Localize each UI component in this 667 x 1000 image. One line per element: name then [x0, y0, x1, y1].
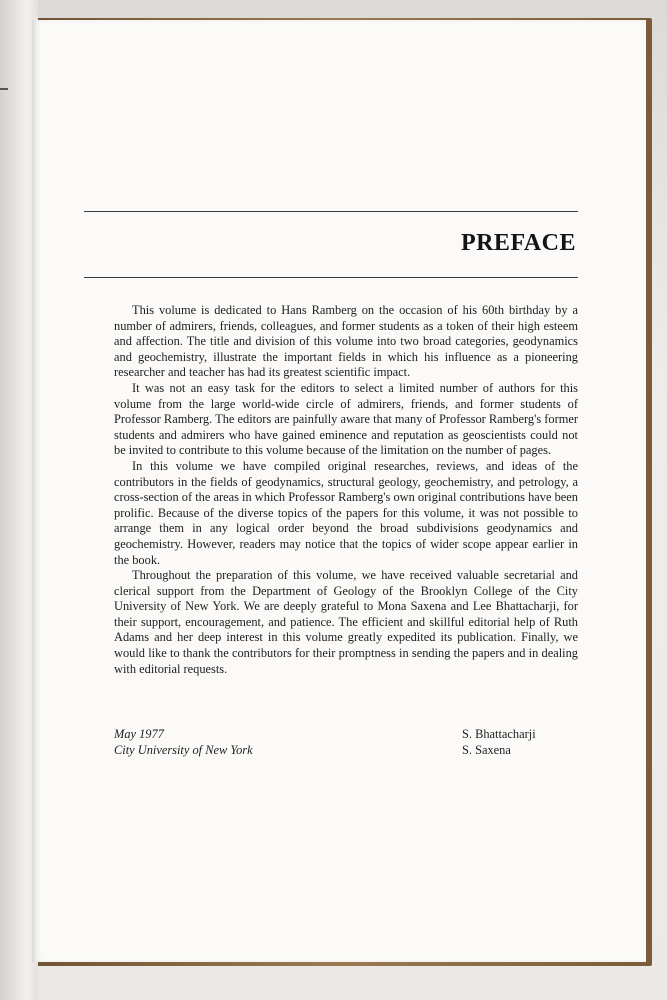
- preface-body: [114, 303, 578, 677]
- facing-page-mark: [0, 88, 8, 90]
- signatory-1: S. Bhattacharji: [462, 727, 536, 741]
- signatory-2: S. Saxena: [462, 742, 511, 757]
- date: May 1977: [114, 727, 164, 741]
- paragraph-3: In this volume we have compiled original researches, reviews, and ideas of the contributors in the fields of geodynamics, structural geology, geochemistry, and petrology, a cross-section of the areas in which Professor Ramberg's own original contributions have been prolific. Because of the diverse topics of the papers for this volume, it was not possible to arrange them in any logical order beyond the broad subdivisions geodynamics and geochemistry. However, readers may notice that the topics of wider scope appear earlier in the book.: [114, 458, 578, 567]
- date-location: [114, 727, 253, 758]
- preface-page: [32, 20, 646, 962]
- signatures: [462, 727, 536, 758]
- paragraph-1: This volume is dedicated to Hans Ramberg on the occasion of his 60th birthday by a number of admirers, friends, colleagues, and former students as a token of their high esteem and affection. The title and division of this volume into two broad categories, geodynamics and geochemistry, illustrate the important fields in which his influence as a pioneering researcher and teacher has had its greatest scientific impact.: [114, 303, 578, 380]
- page-title: PREFACE: [460, 230, 576, 256]
- paragraph-4: Throughout the preparation of this volume, we have received valuable secretarial and clerical support from the Department of Geology of the Brooklyn College of the City University of New York. We are deeply grateful to Mona Saxena and Lee Bhattacharji, for their support, encouragement, and patience. The efficient and skillful editorial help of Ruth Adams and her deep interest in this volume greatly expedited its publication. Finally, we would like to thank the contributors for their promptness in sending the papers and in dealing with editorial requests.: [114, 568, 578, 676]
- institution: City University of New York: [114, 742, 253, 757]
- top-rule: [84, 211, 578, 212]
- paragraph-2: It was not an easy task for the editors to select a limited number of authors for this volume from the large world-wide circle of admirers, friends, and former students of Professor Ramberg. The editors are painfully aware that many of Professor Ramberg's former students and admirers who have gained eminence and reputation as geoscientists could not be invited to contribute to this volume because of the limitation on the number of pages.: [114, 380, 578, 458]
- bottom-rule: [84, 277, 578, 278]
